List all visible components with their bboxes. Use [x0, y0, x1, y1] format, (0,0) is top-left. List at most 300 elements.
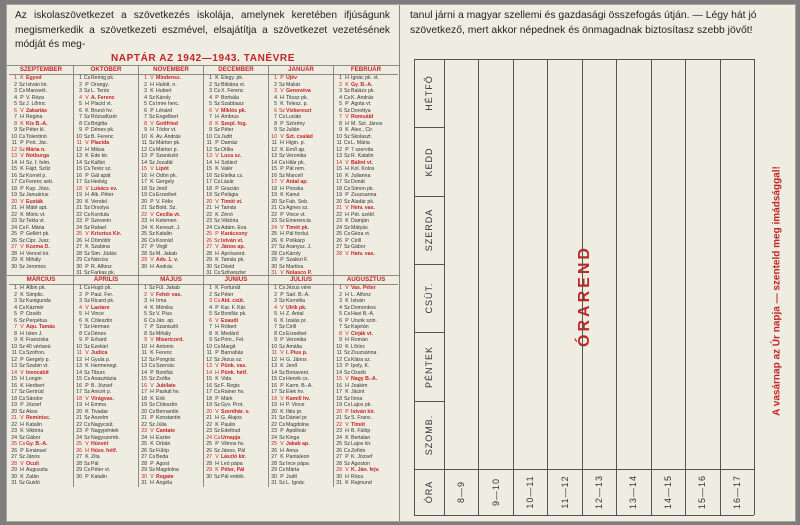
day-number: 26 — [141, 447, 147, 454]
name-day: Mária n. — [26, 146, 46, 153]
weekday: Cs — [148, 237, 156, 244]
name-day: Nagypéntek — [91, 428, 119, 434]
weekday: Cs — [343, 94, 351, 101]
day-number: 30 — [11, 473, 17, 480]
name-day: Amália — [286, 343, 302, 350]
day-number: 27 — [336, 244, 342, 250]
weekday: H — [215, 324, 219, 330]
name-day: Pál fordul. — [286, 231, 310, 237]
day-number: 17 — [76, 179, 82, 185]
weekday: K — [20, 428, 24, 434]
weekday: Sz — [18, 192, 26, 198]
day-number: 20 — [336, 408, 342, 415]
name-day: Lajos pk. — [351, 402, 372, 408]
day-number: 13 — [76, 153, 82, 159]
calendar-title: NAPTÁR AZ 1942—1943. TANÉVRE — [110, 53, 296, 64]
name-day: Gyula p. — [91, 356, 111, 363]
weekday: H — [20, 159, 24, 166]
name-day: Eusták — [26, 198, 44, 205]
day-number: 20 — [11, 408, 17, 415]
name-day: Katalin — [91, 473, 107, 480]
day-label: HÉTFŐ — [424, 75, 434, 111]
name-day: Anzelm — [91, 415, 109, 421]
day-number: 18 — [336, 185, 342, 192]
name-day: Placida — [91, 140, 110, 146]
name-day: Barnabás — [221, 350, 244, 356]
day-number: 11 — [76, 350, 82, 356]
day-number: 27 — [76, 454, 82, 460]
name-day: Karácsony — [221, 231, 248, 237]
day-number: 25 — [11, 231, 17, 237]
day-number: 20 — [206, 198, 212, 205]
name-day: Dénes — [91, 330, 106, 337]
name-day: Emánuel — [26, 447, 47, 454]
day-number: 19 — [11, 402, 17, 408]
grid-line — [414, 59, 754, 60]
name-day: Mátyás — [351, 224, 368, 231]
name-day: Móric vt. — [26, 211, 46, 218]
name-day: Anicét p. — [91, 389, 112, 395]
weekday: K — [20, 75, 24, 81]
weekday: K — [345, 480, 349, 486]
weekday: Sz — [278, 369, 286, 376]
day-number: 21 — [11, 415, 17, 421]
name-day: Judit — [286, 473, 297, 480]
name-day: Szilveszter — [221, 270, 247, 276]
weekday: V — [150, 382, 154, 389]
day-number: 6 — [14, 107, 17, 114]
name-day: Tivadar — [91, 408, 109, 415]
weekday: Cs — [213, 179, 221, 185]
name-day: István kir. — [351, 408, 375, 415]
name-day: Zénó — [221, 211, 233, 218]
day-number: 15 — [271, 376, 277, 382]
name-day: Leó pápa — [221, 460, 243, 467]
weekday: Sz — [213, 356, 221, 363]
name-day: Ágost — [156, 460, 170, 467]
weekday: Sz — [213, 428, 221, 434]
day-number: 29 — [206, 467, 212, 473]
day-number: 16 — [271, 172, 277, 179]
weekday: K — [280, 146, 284, 153]
name-day: Bernardin — [156, 408, 179, 415]
weekday: Sz — [18, 81, 26, 88]
weekday: H — [345, 211, 349, 218]
day-number: 29 — [206, 257, 212, 263]
name-day: Fehér vas. — [156, 291, 182, 298]
weekday: V — [20, 244, 24, 250]
name-day: M. Szt. János — [351, 120, 383, 127]
day-number: 5 — [144, 101, 147, 107]
name-day: Otília — [221, 146, 234, 153]
day-number: 14 — [271, 369, 277, 376]
day-number: 10 — [11, 133, 17, 140]
day-number: 25 — [76, 441, 82, 447]
weekday: K — [215, 166, 219, 172]
name-day: Telesz. p. — [286, 101, 308, 107]
day-number: 25 — [336, 231, 342, 237]
weekday: K — [150, 350, 154, 356]
weekday: P — [85, 81, 89, 88]
name-day: Timót pk. — [286, 224, 309, 231]
day-number: 13 — [11, 153, 17, 159]
name-day: Anasztázia — [91, 376, 117, 382]
weekday: H — [215, 460, 219, 467]
name-day: Húsv. hétf. — [91, 447, 118, 454]
day-number: 12 — [141, 146, 147, 153]
grid-line — [414, 127, 444, 128]
grid-line — [513, 59, 514, 515]
name-day: Pantaleon — [286, 454, 310, 460]
day-number: 24 — [336, 224, 342, 231]
name-day: Illés pr. — [286, 408, 303, 415]
weekday: Cs — [213, 343, 221, 350]
day-number: 14 — [206, 369, 212, 376]
weekday: Sz — [278, 81, 286, 88]
weekday: V — [20, 198, 24, 205]
weekday: Sz — [213, 263, 221, 270]
weekday: Cs — [18, 304, 26, 311]
day-number: 15 — [336, 376, 342, 382]
day-number: 9 — [79, 337, 82, 343]
weekday: P — [215, 350, 219, 356]
weekday: V — [20, 324, 24, 330]
name-day: Cölesztin — [91, 317, 113, 324]
weekday: Sz — [18, 454, 26, 460]
weekday: Sz — [83, 250, 91, 257]
weekday: Sz — [83, 343, 91, 350]
name-day: Jozafát — [156, 159, 173, 166]
name-day: Timót — [351, 421, 366, 428]
day-number: 22 — [11, 421, 17, 428]
name-day: Kar. F. Kár. — [221, 304, 247, 311]
name-day: Kol. Kolos — [351, 166, 375, 172]
name-day: Beda — [156, 454, 169, 460]
weekday: K — [20, 257, 24, 263]
weekday: H — [150, 172, 154, 179]
day-number: 8 — [14, 120, 17, 127]
day-number: 23 — [271, 218, 277, 224]
name-day: János ap. — [221, 244, 245, 250]
weekday: K — [345, 298, 349, 304]
day-number: 3 — [209, 298, 212, 304]
name-day: Vencel kir. — [26, 250, 50, 257]
day-number: 3 — [14, 88, 17, 94]
day-number: 22 — [336, 421, 342, 428]
weekday: Sz — [343, 224, 351, 231]
weekday: P — [345, 363, 349, 369]
weekday: V — [280, 270, 284, 276]
weekday: H — [85, 356, 89, 363]
day-number: 14 — [11, 369, 17, 376]
name-day: István vt. — [221, 237, 244, 244]
name-day: Hilár pk. — [286, 159, 306, 166]
name-day: Jenő — [286, 363, 298, 369]
weekday: Sz — [83, 415, 91, 421]
day-number: 1 — [144, 285, 147, 291]
day-number: 19 — [206, 192, 212, 198]
day-number: 25 — [206, 441, 212, 447]
weekday: K — [280, 454, 284, 460]
name-day: Tiburc — [91, 369, 106, 376]
day-number: 11 — [206, 350, 212, 356]
day-number: 2 — [274, 81, 277, 88]
day-number: 10 — [336, 133, 342, 140]
day-number: 16 — [11, 172, 17, 179]
day-number: 14 — [336, 159, 342, 166]
weekday: Cs — [18, 179, 26, 185]
name-day: Sándor — [26, 395, 43, 402]
weekday: Sz — [148, 114, 156, 120]
weekday: Sz — [278, 107, 286, 114]
day-number: 13 — [141, 363, 147, 369]
day-number: 24 — [206, 224, 212, 231]
weekday: V — [150, 473, 154, 480]
name-day: Márk — [221, 395, 233, 402]
name-day: Vilmos hv. — [221, 441, 245, 447]
name-day: Dénes pk. — [91, 127, 115, 133]
weekday: H — [20, 250, 24, 257]
day-number: 27 — [141, 244, 147, 250]
day-number: 9 — [144, 127, 147, 133]
weekday: Cs — [83, 120, 91, 127]
day-number: 19 — [271, 402, 277, 408]
name-day: Orsolya — [91, 205, 109, 211]
name-day: Donát — [351, 179, 365, 185]
name-day: Titusz pk. — [286, 94, 309, 101]
weekday: Sz — [278, 127, 286, 133]
day-number: 3 — [144, 88, 147, 94]
name-day: Gertrúd — [26, 389, 44, 395]
name-day: Szt. család — [286, 133, 313, 140]
name-day: Notburga — [26, 153, 50, 159]
day-number: 30 — [11, 263, 17, 270]
weekday: H — [20, 467, 24, 473]
weekday: Cs — [83, 376, 91, 382]
name-day: Kunigunda — [26, 298, 51, 304]
weekday: P — [280, 120, 284, 127]
weekday: K — [150, 441, 154, 447]
weekday: K — [20, 473, 24, 480]
name-day: Jakab ap. — [286, 441, 310, 447]
weekday: V — [280, 179, 284, 185]
weekday: V — [345, 159, 349, 166]
weekday: Sz — [83, 298, 91, 304]
weekday: V — [215, 408, 219, 415]
day-number: 7 — [274, 324, 277, 330]
name-day: Alex., Cir. — [351, 127, 374, 133]
name-day: Magdolna — [156, 467, 179, 473]
day-number: 22 — [141, 421, 147, 428]
weekday: Cs — [278, 205, 286, 211]
day-number: 5 — [14, 311, 17, 317]
day-number: 4 — [144, 94, 147, 101]
day-number: 31 — [76, 270, 82, 276]
name-day: Péter — [221, 127, 234, 133]
day-number: 21 — [76, 205, 82, 211]
name-day: I. Pius p. — [286, 350, 308, 356]
weekday: Sz — [213, 337, 221, 343]
day-number: 13 — [206, 153, 212, 159]
day-number: 1 — [209, 75, 212, 81]
day-number: 3 — [274, 298, 277, 304]
weekday: P — [20, 185, 24, 192]
name-day: Vince vt. — [286, 211, 306, 218]
day-number: 2 — [144, 81, 147, 88]
name-day: Dániel pr. — [286, 415, 308, 421]
name-day: Mihály — [26, 257, 41, 263]
name-day: Jézus vére — [286, 285, 312, 291]
day-label: CSÜT. — [424, 282, 434, 314]
name-day: Ákos — [26, 408, 38, 415]
name-day: Zsuzsanna — [351, 192, 377, 198]
name-day: Cipr. Jusz. — [26, 237, 51, 244]
name-day: Fab. Seb. — [286, 198, 309, 205]
day-number: 17 — [141, 389, 147, 395]
day-number: 12 — [336, 356, 342, 363]
day-number: 16 — [141, 382, 147, 389]
weekday: H — [345, 428, 349, 434]
weekday: Sz — [83, 205, 91, 211]
day-number: 19 — [271, 192, 277, 198]
timetable-title: ÓRAREND — [576, 245, 593, 347]
weekday: V — [215, 198, 219, 205]
day-number: 10 — [206, 343, 212, 350]
name-day: Gergely p. — [26, 356, 50, 363]
weekday: Cs — [213, 270, 221, 276]
name-day: Romuáld — [351, 114, 374, 120]
name-day: Rafael — [91, 224, 106, 231]
grid-line — [414, 196, 444, 197]
day-number: 18 — [76, 395, 82, 402]
day-number: 29 — [76, 257, 82, 263]
weekday: P — [20, 140, 24, 146]
name-day: Áld. csüt. — [221, 298, 245, 304]
name-day: Borbála — [221, 94, 239, 101]
weekday: V — [85, 185, 89, 192]
name-day: Bálint vt. — [351, 159, 373, 166]
weekday: Sz — [83, 434, 91, 441]
weekday: Sz — [83, 369, 91, 376]
weekday: Sz — [148, 311, 156, 317]
name-day: Konstantin — [156, 415, 181, 421]
day-number: 18 — [141, 395, 147, 402]
day-number: 5 — [144, 311, 147, 317]
day-number: 3 — [144, 298, 147, 304]
intro-text: Az iskolaszövetkezet a szövetkezés iskolája, amelynek keretében ifjúságunk megismerkedik a szövetkezeti eszmével, elsajátítja a szövetkezet vezetésének módját és meg- — [15, 10, 390, 50]
day-number: 12 — [11, 356, 17, 363]
month-name: MÁJUS — [139, 276, 203, 285]
weekday: Sz — [148, 250, 156, 257]
name-day: Orbán — [156, 441, 171, 447]
month-column — [268, 276, 333, 487]
day-number: 18 — [271, 185, 277, 192]
day-number: 7 — [339, 324, 342, 330]
day-number: 29 — [141, 257, 147, 263]
weekday: K — [280, 408, 284, 415]
name-day: Pünk. hétf. — [221, 369, 248, 376]
weekday: V — [20, 153, 24, 159]
name-day: Szabbasz — [221, 101, 244, 107]
name-day: Valér — [221, 166, 233, 172]
name-day: Viktória — [221, 218, 239, 224]
day-number: 21 — [141, 415, 147, 421]
weekday: P — [280, 428, 284, 434]
name-day: Kup. Józs. — [26, 185, 51, 192]
day-number: 26 — [11, 447, 17, 454]
weekday: H — [85, 311, 89, 317]
name-day: Ágota vt. — [351, 101, 372, 107]
name-day: Karm. B.-A. — [286, 382, 313, 389]
name-day: Bold. Sz. — [156, 205, 177, 211]
day-number: 15 — [11, 376, 17, 382]
day-number: 15 — [336, 166, 342, 172]
name-day: Péter vt. — [91, 467, 111, 473]
day-number: 1 — [274, 285, 277, 291]
weekday: K — [150, 395, 154, 402]
day-number: 15 — [76, 166, 82, 172]
day-number: 2 — [144, 291, 147, 298]
weekday: P — [215, 395, 219, 402]
day-number: 27 — [11, 244, 17, 250]
name-day: Mihály — [156, 330, 171, 337]
month-name: MÁRCIUS — [9, 276, 73, 285]
weekday: V — [20, 460, 24, 467]
name-day: Genovéva — [286, 88, 311, 94]
name-day: Erik — [156, 395, 165, 402]
name-day: F. Regis — [221, 382, 240, 389]
day-number: 29 — [141, 467, 147, 473]
name-day: Misericord. — [156, 337, 184, 343]
day-number: 1 — [339, 285, 342, 291]
weekday: H — [215, 369, 219, 376]
day-number: 10 — [336, 343, 342, 350]
day-number: 25 — [206, 231, 212, 237]
weekday: Sz — [213, 447, 221, 454]
name-day: Péter kl. — [26, 127, 46, 133]
day-number: 28 — [11, 250, 17, 257]
name-day: Pünk. vas. — [221, 363, 247, 369]
weekday: K — [215, 376, 219, 382]
day-number: 2 — [274, 291, 277, 298]
weekday: V — [215, 317, 219, 324]
name-day: Bibiána vt. — [221, 81, 246, 88]
day-number: 20 — [271, 408, 277, 415]
weekday: Sz — [343, 350, 351, 356]
weekday: K — [150, 179, 154, 185]
day-number: 29 — [11, 467, 17, 473]
weekday: H — [85, 447, 89, 454]
weekday: K — [85, 107, 89, 114]
weekday: V — [150, 428, 154, 434]
name-day: Zita — [91, 454, 100, 460]
name-day: Teréz sz. — [91, 166, 112, 172]
day-number: 23 — [11, 428, 17, 434]
name-day: Ferenc seb. — [26, 179, 54, 185]
name-day: Mindensz. — [156, 75, 182, 81]
name-day: Timót vt. — [221, 198, 243, 205]
weekday: Sz — [278, 198, 286, 205]
day-row — [9, 264, 73, 271]
name-day: Brigitta — [91, 120, 108, 127]
weekday: P — [20, 94, 24, 101]
weekday: H — [345, 120, 349, 127]
weekday: K — [345, 389, 349, 395]
day-number: 24 — [271, 224, 277, 231]
day-number: 24 — [76, 434, 82, 441]
weekday: Cs — [83, 166, 91, 172]
day-number: 19 — [141, 402, 147, 408]
